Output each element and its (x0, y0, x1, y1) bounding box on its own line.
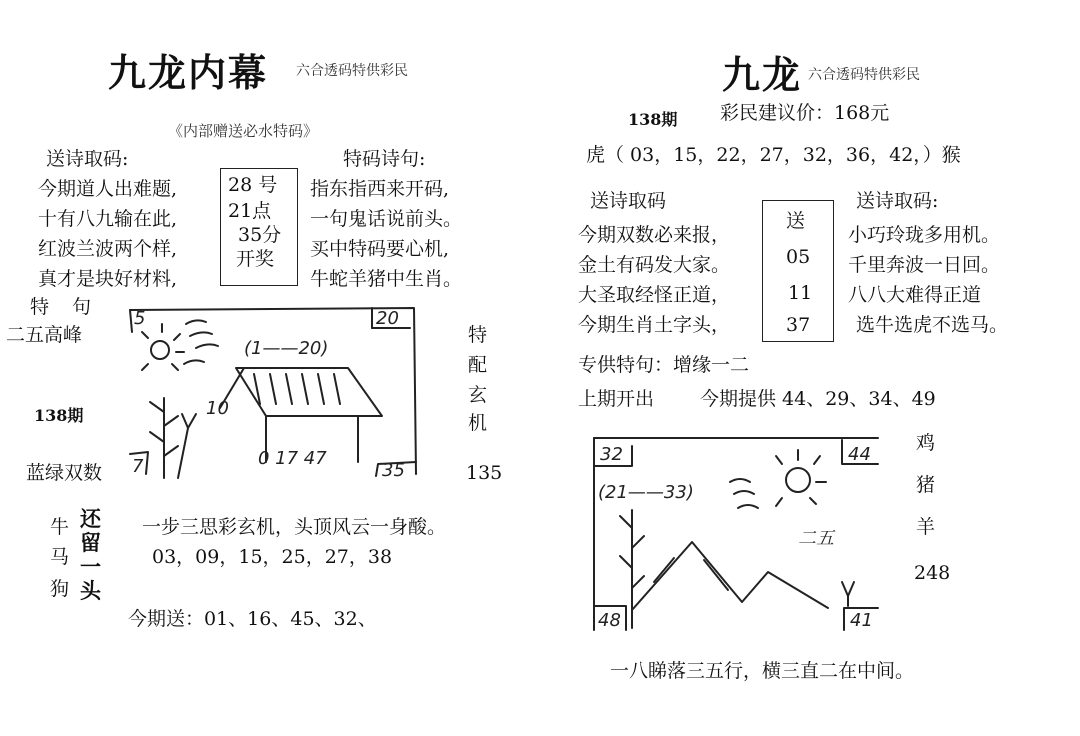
right-side-char: 鸡 (916, 432, 936, 454)
sketch-n-tr: 20 (376, 308, 399, 329)
right-poem-line: 今期双数必来报， (578, 224, 731, 246)
special-line: 专供特句：增缘一二 (578, 354, 750, 376)
zodiac-char: 牛 (50, 516, 70, 538)
left-title-sub: 六合透码特供彩民 (296, 63, 408, 79)
left-title: 九龙内幕 (108, 50, 269, 95)
right-poem-line: 大圣取经怪正道， (578, 284, 731, 306)
right-sketch-n-bl: 48 (598, 610, 621, 631)
right-title-sub: 六合透码特供彩民 (808, 67, 920, 83)
side-peak: 二五高峰 (6, 324, 83, 346)
sketch-arrow: (1——20) (244, 338, 329, 359)
left-poem-right-line: 买中特码要心机, (310, 238, 450, 260)
zodiac-char: 留 (80, 530, 101, 555)
right-poem-line: 金土有码发大家。 (578, 254, 731, 276)
right-poem-header: 送诗取码 (590, 190, 667, 212)
draw-box-line: 开奖 (236, 248, 275, 270)
left-numbers: 03，09，15，25，27，38 (152, 546, 393, 568)
side-right-num: 135 (466, 462, 503, 484)
side-right-char: 机 (468, 412, 488, 434)
left-poem-line: 红波兰波两个样, (38, 238, 178, 260)
right-period: 138期 (628, 110, 678, 129)
zodiac-char: 马 (50, 546, 70, 568)
zodiac-char: 头 (80, 578, 101, 603)
left-poem-right-line: 牛蛇羊猪中生肖。 (310, 268, 463, 290)
side-period: 138期 (34, 406, 84, 425)
right-poem-right-line: 千里奔波一日回。 (848, 254, 1001, 276)
draw-box-line: 21点 (228, 200, 272, 222)
send-box-line: 37 (786, 314, 811, 336)
side-right-char: 配 (468, 354, 488, 376)
right-poem-right-line: 八八大难得正道 (848, 284, 982, 306)
sketch-n-br: 35 (382, 460, 405, 481)
right-sketch (592, 432, 882, 632)
sketch-n-bottom: 0 17 47 (258, 448, 327, 469)
side-colors: 蓝绿双数 (26, 462, 103, 484)
side-right-char: 玄 (468, 384, 488, 406)
left-today-send: 今期送：01、16、45、32、 (128, 608, 377, 630)
right-price: 彩民建议价：168元 (720, 102, 890, 124)
right-sketch-n-tr: 44 (848, 444, 871, 465)
tiger-line: 虎（ 03，15，22，27，32，36，42，）猴 (586, 144, 961, 166)
left-poem-right-header: 特码诗句: (343, 148, 426, 170)
right-poem-line: 今期生肖土字头， (578, 314, 731, 336)
right-side-char: 羊 (916, 516, 936, 538)
send-box-line: 05 (786, 246, 811, 268)
left-poem-line: 今期道人出难题, (38, 178, 178, 200)
side-right-char: 特 (468, 324, 488, 346)
right-sketch-n-mid: 二五 (798, 528, 834, 549)
draw-box-line: 35分 (238, 224, 282, 246)
right-poem-right-header: 送诗取码: (856, 190, 939, 212)
right-side-char: 猪 (916, 474, 936, 496)
left-verse: 一步三思彩玄机，头顶风云一身酸。 (142, 516, 447, 538)
zodiac-char: 狗 (50, 578, 70, 600)
right-bottom-verse: 一八睇落三五行，横三直二在中间。 (610, 660, 915, 682)
draw-box-line: 28 号 (228, 174, 278, 196)
left-subtitle: 《内部赠送必水特码》 (168, 122, 319, 140)
send-box-line: 11 (788, 282, 813, 304)
right-side-num: 248 (914, 562, 951, 584)
right-sketch-n-tl: 32 (600, 444, 623, 465)
right-poem-right-line: 选牛选虎不选马。 (856, 314, 1009, 336)
last-period-label: 上期开出 (578, 388, 655, 410)
left-poem-right-line: 指东指西来开码, (310, 178, 450, 200)
sketch-n-mid: 10 (206, 398, 229, 419)
side-te: 特 (30, 296, 50, 318)
left-poem-line: 十有八九输在此, (38, 208, 178, 230)
left-poem-header: 送诗取码: (46, 148, 129, 170)
left-poem-line: 真才是块好材料, (38, 268, 178, 290)
right-sketch-arrow: (21——33) (598, 482, 694, 503)
provide-line: 今期提供 44、29、34、49 (700, 388, 936, 410)
zodiac-char: 一 (80, 554, 101, 579)
zodiac-char: 还 (80, 506, 101, 531)
sketch-n-tl: 5 (134, 308, 146, 329)
side-ju: 句 (72, 296, 92, 318)
send-box-line: 送 (786, 210, 806, 232)
left-poem-right-line: 一句鬼话说前头。 (310, 208, 463, 230)
left-sketch (126, 302, 426, 482)
sketch-n-bl: 7 (132, 456, 144, 477)
right-poem-right-line: 小巧玲珑多用机。 (848, 224, 1001, 246)
right-sketch-n-br: 41 (850, 610, 873, 631)
right-title: 九龙 (722, 52, 803, 97)
